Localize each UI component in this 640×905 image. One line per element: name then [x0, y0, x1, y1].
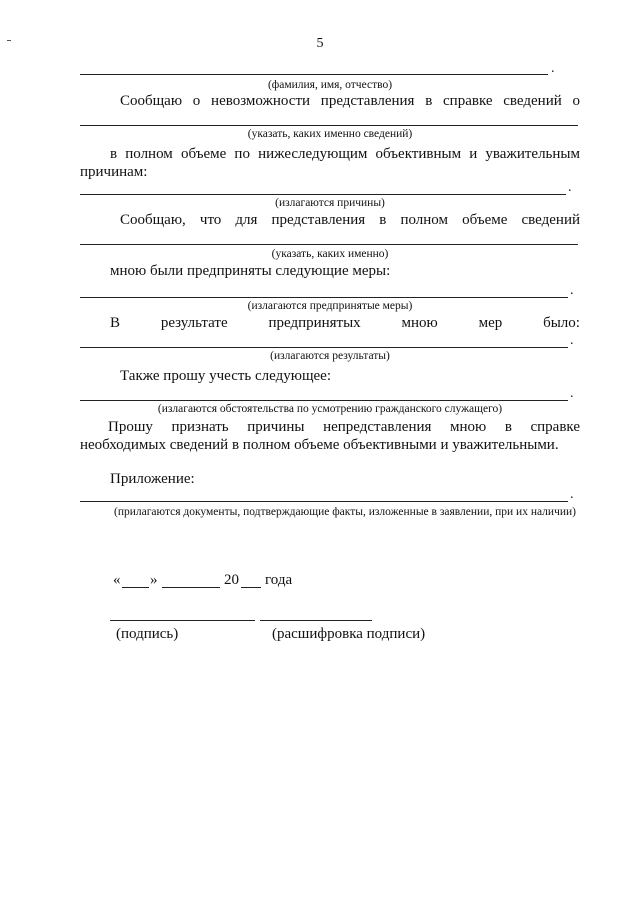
which-caption: (указать, каких именно): [271, 248, 389, 260]
circumstances-caption: (излагаются обстоятельства по усмотрению гражданского служащего): [157, 403, 503, 415]
result-line: [110, 314, 580, 332]
date-year-prefix: 20: [224, 572, 239, 588]
full-volume-line2: причинам:: [80, 164, 148, 180]
name-caption: (фамилия, имя, отчество): [267, 79, 393, 91]
reasons-line-dot: .: [568, 180, 572, 195]
circumstances-fill-line[interactable]: [80, 400, 568, 401]
measures-taken: мною были предприняты следующие меры:: [110, 263, 391, 279]
reasons-fill-line[interactable]: [80, 194, 566, 195]
date-month-line[interactable]: [162, 587, 220, 588]
name-fill-line[interactable]: [80, 74, 548, 75]
which-fill-line[interactable]: [80, 244, 578, 245]
measures-intro: Сообщаю, что для представления в полном объеме сведений: [120, 212, 580, 228]
results-fill-line[interactable]: [80, 347, 568, 348]
signature-decoding-line[interactable]: [260, 620, 372, 621]
reasons-caption: (излагаются причины): [275, 197, 385, 209]
date-open-quote: «: [113, 572, 121, 588]
measures-fill-line[interactable]: [80, 297, 568, 298]
also-consider: Также прошу учесть следующее:: [120, 368, 331, 384]
report-intro: Сообщаю о невозможности представления в справке сведений о: [120, 93, 580, 109]
result-word: предпринятых: [268, 315, 361, 331]
result-word: мер: [478, 315, 503, 331]
results-line-dot: .: [570, 333, 574, 348]
date-close-quote: »: [150, 572, 158, 588]
attachment-caption: (прилагаются документы, подтверждающие факты, изложенные в заявлении, при их наличии): [113, 506, 576, 518]
signature-line[interactable]: [110, 620, 255, 621]
date-day-line[interactable]: [122, 587, 149, 588]
result-word: было:: [543, 315, 580, 331]
signature-decoding-label: (расшифровка подписи): [272, 626, 426, 642]
measures-line-dot: .: [570, 283, 574, 298]
circumstances-line-dot: .: [570, 386, 574, 401]
date-year-line[interactable]: [241, 587, 261, 588]
attachment-fill-line[interactable]: [80, 501, 568, 502]
full-volume-line1: в полном объеме по нижеследующим объективным и уважительным: [110, 146, 580, 162]
attachment-line-dot: .: [570, 487, 574, 502]
attachment-label: Приложение:: [110, 471, 195, 487]
which-info-fill-line[interactable]: [80, 125, 578, 126]
result-word: мною: [401, 315, 438, 331]
signature-label: (подпись): [116, 626, 179, 642]
name-line-dot: .: [551, 61, 555, 76]
results-caption: (излагаются результаты): [270, 350, 390, 362]
page-number: 5: [316, 36, 324, 51]
which-info-caption: (указать, каких именно сведений): [247, 128, 413, 140]
measures-caption: (излагаются предпринятые меры): [247, 300, 413, 312]
result-word: В: [110, 315, 121, 331]
result-word: результате: [160, 315, 228, 331]
request-text: Прошу признать причины непредставления мною в справке необходимых сведений в полном объеме объективными и уважительными.: [80, 419, 580, 453]
date-year-suffix: года: [265, 572, 293, 588]
